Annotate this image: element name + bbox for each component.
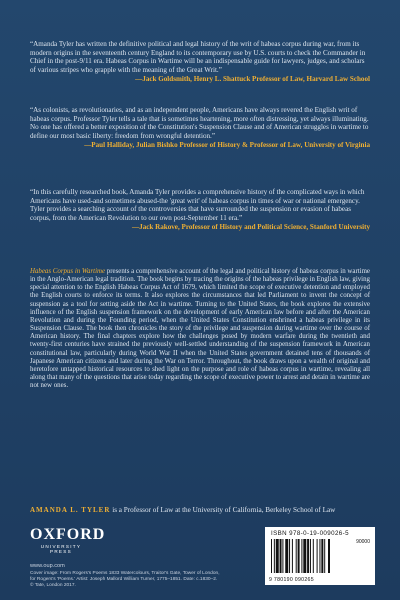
blurb-3 <box>30 188 370 232</box>
isbn-text: ISBN 978-0-19-009026-5 <box>271 530 349 537</box>
blurb-attribution: —Paul Halliday, Julian Bishko Professor of History & Professor of Law, University of Virginia <box>84 140 370 149</box>
author-bio <box>30 506 375 514</box>
blurb-attribution: —Jack Goldsmith, Henry L. Shattuck Professor of Law, Harvard Law School <box>135 74 370 83</box>
cover-credit: Cover image: From Rogers's Poems 1833 Watercolours, Traitor's Gate, Tower of London, for Rogers's 'Poems.' Artist: Joseph Mallord William Turner, 1775–1851. Date: c.1830–2. © Tate, London 2017. <box>30 571 220 588</box>
book-title: Habeas Corpus in Wartime <box>30 268 106 275</box>
book-description <box>30 268 370 390</box>
author-bio-text: is a Professor of Law at the University of California, Berkeley School of Law <box>110 506 336 514</box>
publisher-logo <box>30 526 106 554</box>
barcode-panel <box>265 527 375 585</box>
price-code: 90000 <box>356 539 370 545</box>
blurb-quote: “In this carefully researched book, Amanda Tyler provides a comprehensive history of the complicated ways in which Americans have used-and sometimes abused-the 'great writ' of habeas corpus in times of war or national emergency. Tyler provides a searching account of the controversies that have surrounded the suspension or evasion of habeas corpus, from the American Revolution to our own post-September 11 era.” <box>30 188 365 223</box>
logo-sub-text: UNIVERSITY PRESS <box>40 544 82 554</box>
logo-main-text: OXFORD <box>30 526 106 543</box>
publisher-url: www.oup.com <box>30 563 65 569</box>
blurb-quote: “As colonists, as revolutionaries, and as an independent people, Americans have always revered the English writ of habeas corpus. Professor Tyler tells a tale that is sometimes heartening, more often distressing, yet always illuminating. No one has offered a better exposition of the Constitution's Suspension Clause and of American struggles in wartime to define our most basic liberty: freedom from wrongful detention.” <box>30 106 369 141</box>
description-text: presents a comprehensive account of the legal and political history of habeas corpus in wartime in the Anglo-American legal tradition. The book begins by tracing the origins of the habeas privilege in English law, giving special attention to the English Habeas Corpus Act of 1679, which limited the scope of executive detention and employed the English courts to enforce its terms. It also explores the circumstances that led Parliament to invent the concept of suspension as a tool for setting aside the Act in wartime. Turning to the United States, the book explores the extensive influence of the English suspension framework on the development of early American law before and after the American Revolution and during the Founding period, when the United States Constitution enshrined a habeas privilege in its Suspension Clause. The book then chronicles the story of the privilege and suspension during wartime over the course of American history. The final chapters explore how the challenges posed by modern warfare during the twentieth and twenty-first centuries have strained the previously well-settled understanding of the suspension framework in American constitutional law, particularly during World War II when the United States government detained tens of thousands of Japanese American citizens and later during the War on Terror. Throughout, the book draws upon a wealth of original and heretofore untapped historical resources to shed light on the purpose and role of habeas corpus in wartime, revealing all along that many of the questions that arise today regarding the scope of executive power to arrest and detain in wartime are not new ones. <box>30 268 370 390</box>
blurb-attribution: —Jack Rakove, Professor of History and Political Science, Stanford University <box>132 222 370 231</box>
blurb-2 <box>30 106 370 150</box>
barcode-digits: 9 780190 090265 <box>269 577 314 583</box>
blurb-quote: “Amanda Tyler has written the definitive political and legal history of the writ of habeas corpus during war, from its modern origins in the seventeenth century England to its contemporary use by U.S. courts to check the Commander in Chief in the post-9/11 era. Habeas Corpus in Wartime will be an indispensable guide for lawyers, judges, and scholars of various stripes who grapple with the meaning of the Great Writ.” <box>30 40 366 75</box>
blurb-1 <box>30 40 370 84</box>
barcode-icon <box>271 539 341 573</box>
author-name: AMANDA L. TYLER <box>30 506 111 514</box>
